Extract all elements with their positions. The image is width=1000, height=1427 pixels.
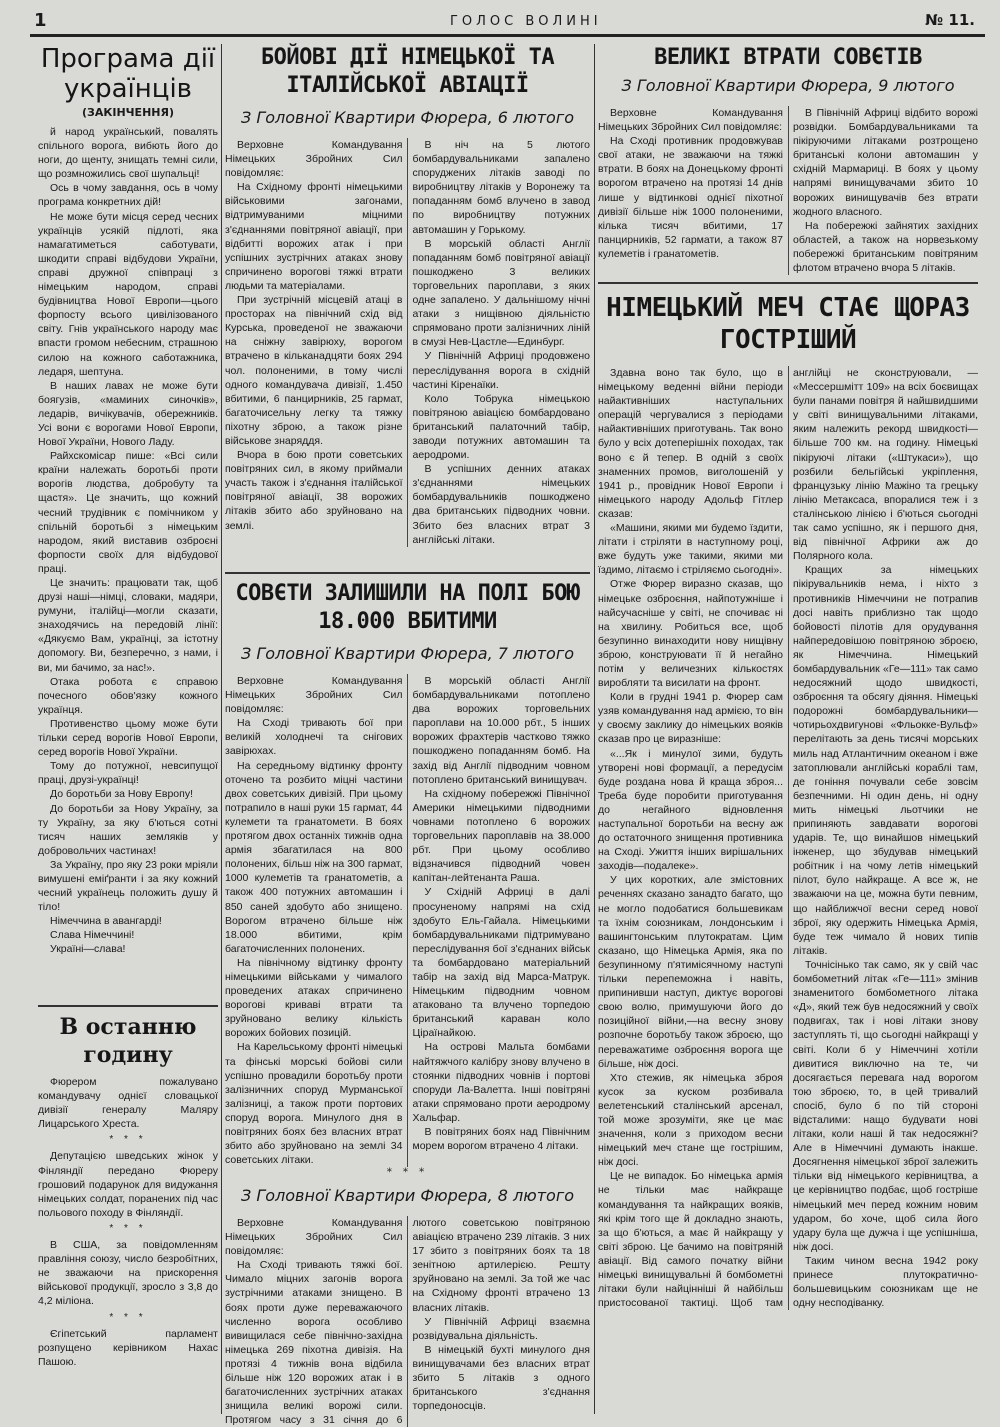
article-dateline: З Головної Квартири Фюрера, 7 лютого: [240, 644, 575, 663]
section-divider: [38, 1005, 218, 1007]
paragraph: Верховне Командування Німецьких Збройних Сил повідомляє:: [225, 139, 403, 180]
paragraph: До боротьби за Нову Україну, за ту Україну, за яку б'ються сотні тисяч наших земляків у добровольчих частинах!: [38, 802, 218, 857]
paragraph: За Україну, про яку 23 роки мріяли вимушені еміґранти і за яку кожний чесний українець положить душу й тіло!: [38, 858, 218, 914]
article-title: Програма дії українців: [40, 44, 216, 104]
paragraph: В німецькій бухті минулого дня винищувачами без власних втрат збито 5 літаків з одного британського з'єднання торпедоносців.: [412, 1343, 590, 1413]
paragraph: У Східній Африці в далі просуненому напрямі на схід здобуто Ель-Гайала. Німецькими бомбардувальниками підтримувано переслідування бої з'єднаних військ та бомбардовано матеріальний табір на захід від Марса-Матрук. Німецьким підводним човном атаковано та влучено торпедою британський караван коло Ціраїнайкою.: [412, 886, 590, 1040]
paragraph: До боротьби за Нову Европу!: [50, 788, 193, 801]
newspaper-title: ГОЛОС ВОЛИНІ: [450, 14, 602, 29]
paragraph: В успішних денних атаках з'єднаннями німецьких бомбардувальників пошкоджено два британських підводних човни. Збито без власних втрат 3 англійські літаки.: [412, 463, 590, 546]
paragraph: Таким чином весна 1942 року принесе плутократично-большевицьким союзникам ще не одну несподіванку.: [793, 1254, 978, 1310]
news-item: Єгіпетський парламент розпущено керівником Нахас Пашою.: [38, 1327, 218, 1368]
paragraph: Це значить: працювати так, щоб друзі наші—німці, словаки, мадяри, румуни, італійці—могли сказати, знаходячись на передовій лінії: «Дякуємо Вам, українці, за істотну допомогу. Ви, безперечно, з нами, і ви, ми бачимо, за нас!».: [38, 577, 218, 674]
article-dateline: З Головної Квартири Фюрера, 6 лютого: [240, 108, 575, 127]
paragraph: Це не випадок. Бо німецька армія не тільки має найкраще командування та найкращих вояків, які крім того ще й докладно знають, за що б'ються, а має й найкращу у світі зброю. Це бачимо на повітряній авіації. Від самого початку війни німецькі винищувальні й бомбометні літаки були найцінніші й найбільш пристосованої тактиці. Щоб там англійці не сконструювали, — «Мессершмітт 109» на всіх боєвищах були панами повітря й найшвидшими у світі винищувальними літаками, яким належить рекорд швидкості—більше 700 км. на годину. Німецькі пікіруючі літаки («Штукаси»), що розбили бельгійські укріплення, французьку лінію Мажіно та грецьку лінію Метаксаса, впоралися теж і з сталінською лінією і б'ються сьогодні так само успішно, як і першого дня, від північної Африки аж до Полярного кола.: [598, 367, 978, 1310]
paragraph: У Північній Африці продовжено переслідування ворога в східній частині Кіренаїки.: [412, 350, 590, 391]
article-dateline: З Головної Квартири Фюрера, 9 лютого: [621, 76, 955, 95]
paragraph: Україні—слава!: [50, 943, 126, 956]
paragraph: Верховне Командування Німецьких Збройних Сил повідомляє:: [225, 1217, 403, 1258]
paragraph: Тому до потужної, невсипущої праці, друзі-українці!: [38, 760, 218, 787]
paragraph: Райхскомісар пише: «Всі сили краïни належать боротьбі проти ворогів людства, добробуту та щастя». Це значить, що кожний чесний трудівник є помічником у спільній боротьбі з німецьким народом, який виставив озброєні форпости своїх для відбудової праці.: [38, 450, 218, 575]
paragraph: В морській області Англії бомбардувальниками потоплено два ворожих торговельних пароплави на 10.000 рбт., 5 інших ворожих фрахтерів частково тяжко пошкоджено попаданням бомб. На захід від Англії підводним човном потоплено британський винищувач.: [412, 675, 590, 786]
paragraph: При зустрічній місцевій атаці в просторах на північний схід від Курська, проведеної не зважаючи на сніжну завірюху, ворогом втрачено в кільканадцяти боях 294 чол. полоненими, в тому числі одного командувача дивізії, 1.450 вбитими, 6 панцирників, 25 гармат, багаточисельну легку та тяжку піхотну зброю, а також різне військове знаряддя.: [225, 294, 403, 447]
separator: * * *: [109, 1311, 147, 1323]
article-great-losses: [598, 44, 978, 276]
article-title: БОЙОВІ ДІЇ НІМЕЦЬКОЇ ТА ІТАЛІЙСЬКОЇ АВІАЦІЇ: [260, 45, 555, 98]
separator: * * *: [109, 1134, 147, 1146]
paragraph: На Карельському фронті німецькі та фінські морські бойові сили успішно провадили боротьбу проти залізничних споруд Мурманської залізниці, а також проти портових споруд ворога. Минулого дня в повітряних боях без власних втрат збито або зруйновано на землі 34 советських літаки.: [225, 1041, 403, 1167]
article-body: [598, 366, 978, 1310]
paragraph: У цих коротких, але змістовних реченнях сказано занадто багато, що не могло подобатися большевикам та їхнім союзникам, лондонським і вашингтонським плутократам. Цим сказано, що Німецька Армія, яка по безупинному п'ятимісячному наступі тільки перепеможна і навіть, припинивши наступ, диктує ворогові свою волю, примушуючи його до позиційної війни,—на весну знову розпочне боротьбу також зброєю, що переважатиме озброєння ворога ще більше, ніж досі.: [598, 874, 783, 1070]
paragraph: На острові Мальта бомбами найтяжчого калібру знову влучено в стоянки підводних човнів і портові споруди Ла-Валетта. Інші повітряні атаки спрямовано проти аеродрому Хальфар.: [412, 1041, 590, 1124]
column-divider: [221, 44, 222, 1414]
article-body: [38, 125, 218, 957]
paragraph: Противенство цьому може бути тільки серед ворогів Нової Европи, серед ворогів Нової України.: [38, 717, 218, 759]
paragraph: Отака робота є справою почесного обов'язку кожного українця.: [38, 675, 218, 716]
masthead: [30, 8, 985, 37]
article-body: [598, 106, 978, 275]
paragraph: «...Як і минулої зими, будуть утворені нові формації, а передусім буде роздана нова й краща зброя... Треба буде поробити приготування до негайного відновлення наступальної боротьби на весну аж до остаточного знищення противника на Сході. Ужиття інших вирішальних заходів—подалеке».: [598, 747, 783, 873]
paragraph: В морській області Англії попаданням бомб повітряної авіації пошкоджено 3 великих торговельних пароплави, з яких одне запалено. У дальнішому нічні атаки з нищівною діяльністю спрямовано проти залізничних ліній в смузі Нев-Цастле—Единбург.: [412, 237, 590, 349]
paragraph: «Машини, якими ми будемо їздити, літати і стріляти в наступному році, вже будуть уже такими, якими ми їздимо, літаємо і стріляємо сьогодні».: [598, 522, 783, 577]
paragraph: В повітряних боях над Північним морем ворогом втрачено 4 літаки.: [412, 1126, 590, 1153]
article-subtitle: (ЗАКІНЧЕННЯ): [82, 106, 174, 119]
article-title: СОВЄТИ ЗАЛИШИЛИ НА ПОЛІ БОЮ 18.000 ВБИТИМИ: [235, 581, 580, 634]
paragraph: Верховне Командування Німецьких Збройних Сил повідомляє:: [225, 675, 403, 716]
section-divider: [598, 282, 978, 284]
column-divider: [594, 44, 595, 1414]
separator: * * *: [386, 1167, 429, 1178]
paragraph: На північному відтинку фронту німецькими військами у чималого проведених атаках спричинено ворогові криваві втрати та зруйновано велику кількість ворожих бойових позицій.: [225, 956, 403, 1040]
paragraph: Коло Тобрука німецькою повітряною авіацією бомбардовано британський палаточний табір, заводи потужних автомашин та аеродроми.: [412, 392, 590, 462]
article-last-hour: [38, 1013, 218, 1408]
article-program: [38, 44, 218, 999]
paragraph: Хто стежив, як німецька зброя кусок за куском розбивала велетенський сталінський арсенал, той може зрозуміти, яке це має значення, коли з приходом весни німецький меч стане ще гострішим, ніж досі.: [598, 1071, 783, 1169]
paragraph: Ось в чому завдання, ось в чому програма конкретних дій!: [38, 182, 218, 209]
paragraph: Не може бути місця серед чесних українців усякій підлоті, яка намагатиметься саботувати, шкодити справі відбудови України, справі дружної співпраці з німецьким народом, справі будівництва Нової Европи—цього форпосту всього цивілізованого світу. Гнів українського народу має впасти громом небесним, страшною силою на кожного саботажника, ледаря, шептуна.: [38, 210, 218, 378]
issue-number: № 11.: [925, 11, 975, 29]
article-body: [225, 138, 590, 547]
paragraph: В ніч на 5 лютого бомбардувальниками запалено споруджених літаків заводі по виробництву літаків у Воронежу та попаданням бомб влучено в завод по виробництву потужних автомашин у Горькому.: [412, 139, 590, 236]
paragraph: У Північній Африці взаємна розвідувальна діяльність.: [412, 1315, 590, 1342]
paragraph: На Сході тривають тяжкі бої. Чимало міцних загонів ворога зустрічними атаками знищено. В боях проти дуже переважаючого численно ворога особливо вивищилася себе північно-західна німецька 269 піхотна дивізія. На протязі 4 тижнів вона відбила більше ніж 120 ворожих атак і в багаточисленних зустрічних атаках знищила великі ворожі сили. Протягом часу з 31 січня до 6 лютого советською повітряною авіацією втрачено 239 літаків. З них 17 збито з повітряних боях та 18 зенітною артилерією. Решту зруйновано на землі. За той же час на Східному фронті втрачено 13 власних літаків.: [225, 1217, 590, 1427]
article-soviets-left: [225, 580, 590, 1165]
article-body: [225, 1216, 590, 1427]
masthead-logo: 1: [34, 10, 47, 31]
paragraph: Німеччина в авангарді!: [50, 915, 162, 928]
news-item: Фюрером пожалувано командувачу однієї словацької дивізії генералу Маляру Лицарського Хреста.: [38, 1076, 218, 1131]
paragraph: й народ український, повалять спільного ворога, вибють його до ноги, до щенту, знищать темні сили, що розмножились свої шупальці!: [38, 126, 218, 181]
section-divider: [225, 572, 590, 574]
article-body: [225, 674, 590, 1167]
column-right: [598, 44, 978, 1419]
paragraph: Слава Німеччині!: [50, 929, 135, 942]
paragraph: Здавна воно так було, що в німецькому веденні війни періоди найактивніших наступальних операцій чергувалися з періодами найактивніших приготувань. Так воно було у всіх дотеперішніх походах, так воно є й тепер. В одній з своїх знаменних промов, виголошеній у 1941 р., провідник Нової Европи і німецького народу Адольф Гітлер сказав:: [598, 367, 783, 520]
news-item: В США, за повідомленням правління союзу, число безробітних, не зважаючи на прискорення військової продукції, зросло з 3,8 до 4,2 міліона.: [38, 1239, 218, 1308]
column-left: [38, 44, 218, 1419]
paragraph: На Сході противник продовжував свої атаки, не зважаючи на тяжкі втрати. В боях на Донецькому фронті ворогом втрачено на протязі 14 днів лише у відтинкові однієї піхотної дивізії більше ніж 1000 полоненими, кілька тисяч вбитими, 17 панцирників, 52 гармати, а також 87 кулеметів і гранатометів.: [598, 135, 783, 260]
paragraph: На побережжі зайнятих західних областей, а також на норвезькому побережжі британським повітряним флотом втрачено вчора 5 літаків.: [793, 219, 978, 275]
paragraph: Коли в грудні 1941 р. Фюрер сам узяв командування над армією, то він у своєму заклику до німецьких вояків сказав про це виразніше:: [598, 691, 783, 746]
paragraph: На Східному фронті німецькими військовими загонами, відтримуваними міцними з'єднаннями повітряної авіації, при відбитті ворожих атак і при успішних зустрічних атаках знову спричинено ворогові тяжкі втрати людьми та матеріалами.: [225, 181, 403, 292]
column-middle: [225, 44, 590, 1427]
paragraph: На середньому відтинку фронту оточено та розбито міцні частини двох советських дивізій. При цьому потрапило в наші руки 15 гармат, 44 кулемети та гранатомети. В боях протягом двох останніх тижнів одна армія збагатилася на 800 полонених, більш ніж на 300 гармат, 1000 кулеметів та гранатометів, а також 400 потужних автомашин і 850 саней здобуто або знищено. Ворогом втрачено більше ніж 18.000 вбитими, крім багаточисленних полонених.: [225, 759, 403, 955]
news-item: Депутацією шведських жінок у Фінляндії передано Фюреру грошовий подарунок для видужання німецьких солдат, поранених під час польового походу в Фінляндії.: [38, 1150, 218, 1219]
paragraph: Точнісінько так само, як у свій час бомбометний літак «Ге—111» змінив знаменитого бомбометного літака «Д», який теж був недосяжний у своїх подвигах, так і нові літаки знову заступлять ті, що сьогодні найкращі у світі. Коли б у Німеччині хотіли дивитися виключно на те, чи досягається перевага над ворогом тою зброєю, то, в цей тривалий спосіб, було б по тій стороні відсталими: нащо будувати нові літаки, коли наші й так недосяжні? Але в Німеччині думають інакше. Досягнення німецької зброї залежить тільки від німецького керівництва, а це керівництво подбає, щоб гостріше німецький меч перед кожним новим ударом, бо хоче, щоб сила його удару була ще дужча і ще успішніша, ніж досі.: [793, 958, 978, 1253]
article-title: ВЕЛИКІ ВТРАТИ СОВЄТІВ: [654, 45, 922, 70]
article-feb8: [225, 1184, 590, 1427]
paragraph: Верховне Командування Німецьких Збройних Сил повідомляє:: [598, 107, 783, 134]
paragraph: Отже Фюрер виразно сказав, що німецьке озброєння, найпотужніше і найсучасніше у світі, не спочиває ні на хвилину. Робиться все, щоб безупинно винаходити нову нищівну зброю, конструювати її й негайно потім у величезних кількостях виробляти та висилати на фронт.: [598, 578, 783, 690]
paragraph: В наших лавах не може бути боягузів, «маминих синочків», ледарів, вичікувачів, обережників. Усі вони є ворогами Нової Европи, Нової України, Нового Ладу.: [38, 379, 218, 449]
article-body: [38, 1075, 218, 1369]
paragraph: На Сході тривають бої при великій холоднечі та снігових завірюхах.: [225, 717, 403, 758]
article-title: В останню годину: [59, 1014, 197, 1068]
paragraph: Вчора в бою проти советських повітряних сил, в якому приймали участь також і з'єднання італійської повітряної авіації, 38 ворожих літаків збито або зруйновано на землі.: [225, 449, 403, 532]
separator: * * *: [109, 1222, 147, 1234]
article-aviation: [225, 44, 590, 566]
article-sword: [598, 292, 978, 1412]
paragraph: Кращих за німецьких пікірувальників нема, і ніхто з противників Німеччини не потрапив досі навіть приблизно так щодо бойовості пілотів для орудування найпередовішою повітряною зброєю, як Німеччина. Німецький бомбардувальник «Ге—111» так само недосяжний щодо швидкості, озброєння та обсягу діяння. Німецькі подорожні бомбардувальники—чотирьохдвигунові «Фльокке-Вульф» перелітають за день тисячі морських миль над Атлантичним океаном і вже затоплювали англійські кораблі там, де гоніння почували себе зовсім безпечними. Ні один день, ні одну мить німецькі льотчики не припиняють завдавати ворогові ударів. Те, що винайшов німецький інженер, що збудував німецький робітник і на чому летів німецький пілот, було найкраще. А все ж, не зважаючи на це, можна бути певним, що найближчої весни серед нової зброї, яку одержить Німецька Армія, буде теж чимало й нових типів літаків.: [793, 564, 978, 957]
article-dateline: З Головної Квартири Фюрера, 8 лютого: [240, 1186, 575, 1205]
article-title: НІМЕЦЬКИЙ МЕЧ СТАЄ ЩОРАЗ ГОСТРІШИЙ: [606, 293, 970, 355]
paragraph: На східному побережжі Північної Америки німецькими підводними човнами потоплено 6 ворожих торговельних пароплавів на 38.000 рбт. При цьому особливо відзначився підводний човен капітан-лейтенанта Раша.: [412, 787, 590, 885]
paragraph: В Північній Африці відбито ворожі розвідки. Бомбардувальниками та пікіруючими літаками розтрощено британські колони автомашин у східній Мармариці. В боях у цьому напрямі винищувачами збито 10 ворожих винищувачів без втрати жодного власного.: [793, 107, 978, 218]
